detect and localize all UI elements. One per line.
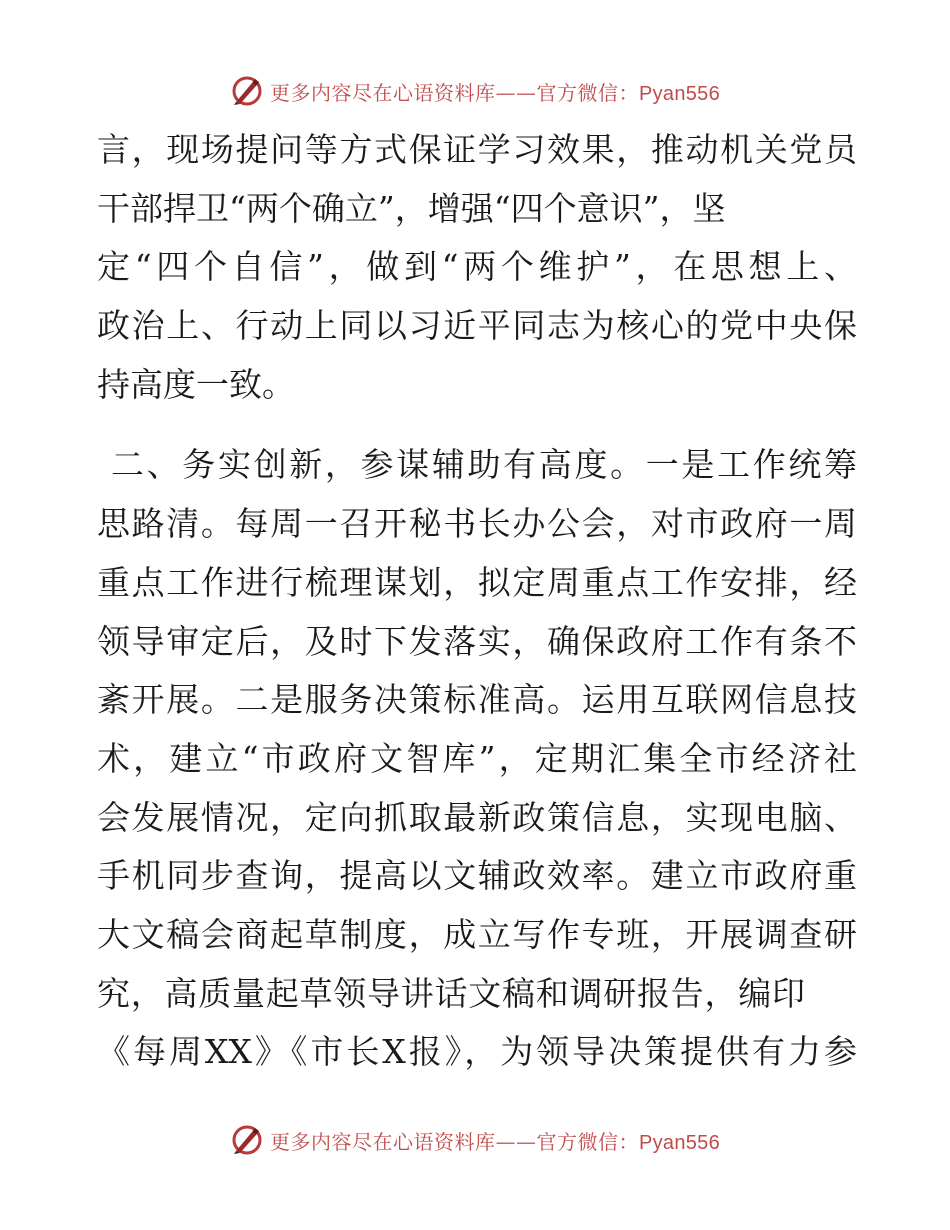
text-line: 究，高质量起草领导讲话文稿和调研报告，编印 — [97, 973, 805, 1013]
watermark-text: 更多内容尽在心语资料库——官方微信：Pyan556 — [269, 80, 721, 105]
pen-logo-icon — [230, 74, 264, 108]
text-line: 政治上、行动上同以习近平同志为核心的党中央保 — [97, 306, 857, 346]
text-line: 思路清。每周一召开秘书长办公会，对市政府一周 — [97, 504, 857, 544]
text-line: 持高度一致。 — [97, 364, 295, 404]
text-line: 干部捍卫“两个确立”，增强“四个意识”，坚 — [97, 188, 726, 228]
text-line: 定“四个自信”，做到“两个维护”，在思想上、 — [97, 247, 857, 287]
text-line: 手机同步查询，提高以文辅政效率。建立市政府重 — [97, 856, 857, 896]
pen-logo-icon — [230, 1123, 264, 1157]
text-line: 术，建立“市政府文智库”，定期汇集全市经济社 — [97, 738, 857, 778]
text-line: 二、务实创新，参谋辅助有高度。一是工作统筹 — [111, 445, 857, 485]
text-line: 重点工作进行梳理谋划，拟定周重点工作安排，经 — [97, 562, 857, 602]
watermark-text: 更多内容尽在心语资料库——官方微信：Pyan556 — [269, 1129, 721, 1154]
text-line: 会发展情况，定向抓取最新政策信息，实现电脑、 — [97, 797, 857, 837]
text-line: 大文稿会商起草制度，成立写作专班，开展调查研 — [97, 914, 857, 954]
text-line: 领导审定后，及时下发落实，确保政府工作有条不 — [97, 621, 857, 661]
watermark-footer — [0, 1118, 950, 1162]
watermark-header — [0, 69, 950, 113]
paragraph-1 — [97, 121, 857, 414]
paragraph-2 — [97, 436, 857, 1082]
text-line: 言，现场提问等方式保证学习效果，推动机关党员 — [97, 130, 857, 169]
document-body — [97, 121, 857, 1082]
text-line: 紊开展。二是服务决策标准高。运用互联网信息技 — [97, 680, 857, 720]
text-line: 《每周XX》《市长X报》，为领导决策提供有力参 — [97, 1032, 857, 1072]
